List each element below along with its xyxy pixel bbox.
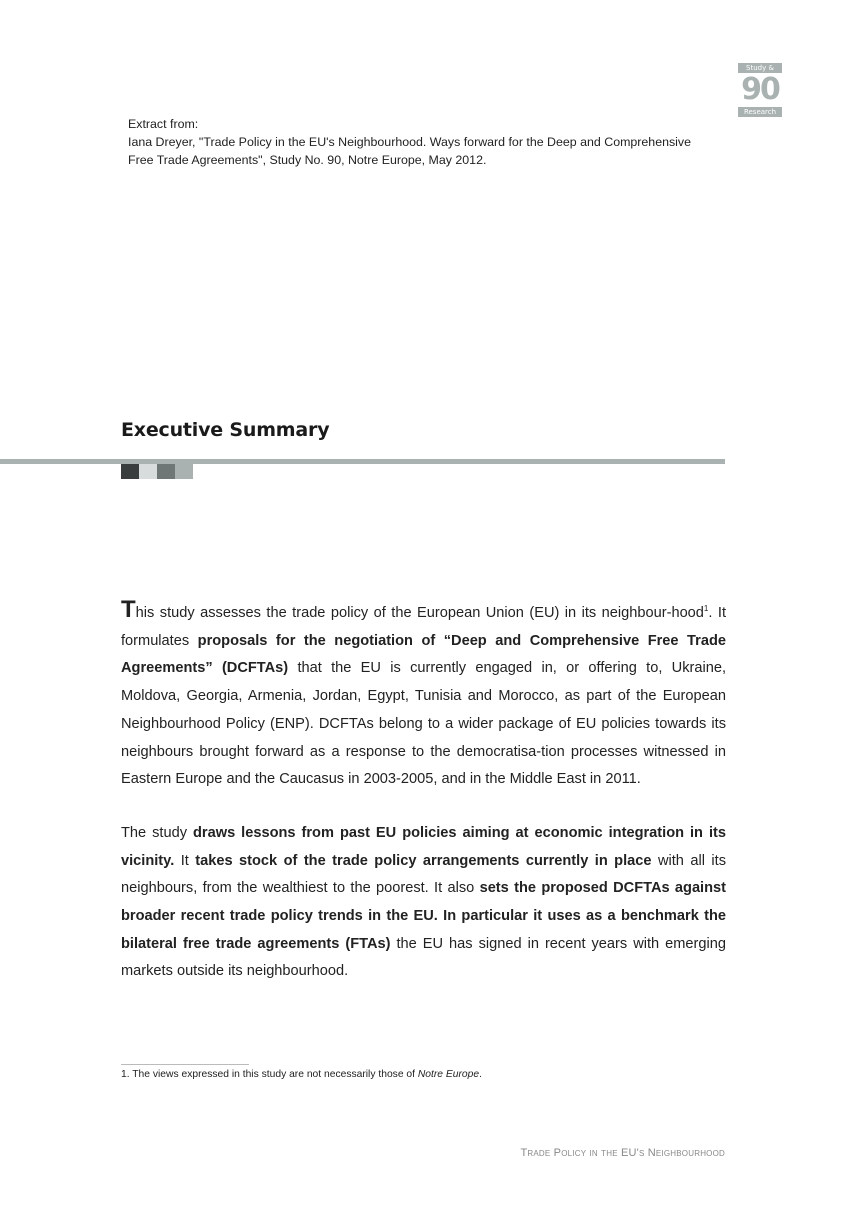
page-title: Executive Summary bbox=[121, 419, 330, 441]
text: . It formulates bbox=[121, 605, 726, 649]
bold-text: sets the proposed DCFTAs against broader recent trade policy trends in the EU. In particular it uses as a benchmark the bilateral free trade agreements (FTAs) bbox=[121, 880, 727, 952]
decor-square bbox=[139, 464, 157, 479]
footnote-ref[interactable]: 1 bbox=[703, 604, 709, 614]
title-rule bbox=[0, 459, 725, 464]
text: The study bbox=[121, 824, 194, 841]
text: It bbox=[174, 852, 196, 869]
text: his study assesses the trade policy of the European Union (EU) in its neighbour-hood bbox=[135, 605, 704, 621]
bold-text: draws lessons from past EU policies aiming at economic integration in its vicinity. bbox=[121, 824, 726, 869]
italic-text: Notre Europe bbox=[417, 1069, 480, 1080]
text: with all its neighbours, from the wealthiest to the poorest. It also bbox=[121, 852, 726, 897]
badge-top: Study & bbox=[738, 63, 782, 73]
badge-bottom: Research bbox=[738, 107, 782, 117]
drop-cap: T bbox=[121, 596, 136, 623]
bold-text: takes stock of the trade policy arrangements currently in place bbox=[195, 852, 652, 869]
extract-label: Extract from: bbox=[128, 117, 199, 131]
text: that the EU is currently engaged in, or offering to, Ukraine, Moldova, Georgia, Armenia, Jordan, Egypt, Tunisia and Morocco, as part of the European Neighbourhood Policy (ENP). DCFTAs belong to a wider package of EU policies towards its neighbours brought forward as a response to the democratisa-tion processes witnessed in Eastern Europe and the Caucasus in 2003-2005, and in the Middle East in 2011. bbox=[121, 660, 727, 788]
extract-line: Iana Dreyer, "Trade Policy in the EU's Neighbourhood. Ways forward for the Deep and Comprehensive bbox=[128, 135, 692, 149]
footnote-divider bbox=[121, 1064, 249, 1065]
bold-text: proposals for the negotiation of “Deep and Comprehensive Free Trade Agreements” (DCFTAs) bbox=[121, 632, 726, 677]
study-badge bbox=[738, 63, 782, 117]
footnote bbox=[121, 1068, 482, 1082]
decor-square bbox=[157, 464, 175, 479]
extract-note bbox=[128, 115, 691, 169]
extract-line: Free Trade Agreements", Study No. 90, Notre Europe, May 2012. bbox=[128, 153, 487, 167]
text: the EU has signed in recent years with emerging markets outside its neighbourhood. bbox=[121, 935, 726, 980]
text: . bbox=[479, 1069, 482, 1080]
text: 1. The views expressed in this study are not necessarily those of bbox=[121, 1069, 418, 1080]
decor-square bbox=[121, 464, 139, 479]
running-footer: Trade Policy in the EU's Neighbourhood bbox=[520, 1147, 725, 1159]
paragraph-2 bbox=[121, 820, 726, 986]
badge-number: 90 bbox=[741, 72, 779, 107]
paragraph-1 bbox=[121, 596, 727, 794]
body-text bbox=[121, 596, 727, 1012]
decor-square bbox=[175, 464, 193, 479]
